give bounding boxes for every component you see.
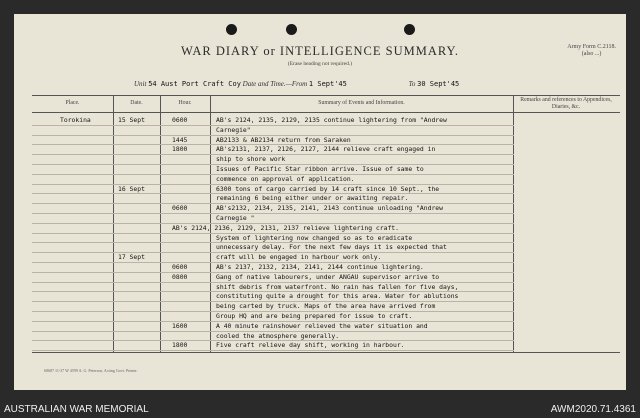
entry-hour: 1800 [172,341,188,350]
entry-text: AB's 2124, 2135, 2129, 2135 continue lightering from "Andrew [216,116,447,124]
printer-note: 68687 11-37 W 4599 A. G. Peterson, Acting Govt. Printer. [44,368,138,373]
diary-page [14,14,626,390]
entry-place: Torokina [60,116,91,124]
column-header-summary: Summary of Events and Information. [318,100,405,106]
punch-hole [404,24,415,35]
form-identifier [567,44,616,58]
date-label: Date and Time.—From [242,80,308,88]
row-rule [32,125,514,126]
page-title: WAR DIARY or INTELLIGENCE SUMMARY. [180,44,460,58]
entry-text: ship to shore work [216,155,286,164]
entry-text: AB's 2137, 2132, 2134, 2141, 2144 continue lightering. [216,263,424,271]
table-top-rule [32,95,620,96]
entry-text: being carted by truck. Maps of the area have arrived from [216,302,436,311]
to-label: To [408,80,416,88]
entry-text: 6300 tons of cargo carried by 14 craft since 10 Sept., the [216,184,440,193]
page-subtitle: (Erase heading not required.) [287,61,353,67]
column-header-hour: Hour. [178,100,192,106]
entry-text: Gang of native labourers, under ANGAU supervisor arrive to [216,272,440,281]
entry-text: AB's 2124, 2136, 2129, 2131, 2137 relieve lightering craft. [172,223,400,232]
entry-hour: 1800 [172,145,188,154]
row-rule [32,350,514,351]
form-id-text: Army Form C.2118. [567,44,616,50]
entry-date: 15 Sept [118,116,145,124]
header-bottom-rule [32,112,620,113]
entry-text: System of lightering now changed so as to eradicate [216,233,413,242]
entry-text: unnecessary delay. For the next few days it is expected that [216,243,447,252]
entry-text: Issues of Pacific Star ribbon arrive. Issue of same to [216,165,424,173]
column-header-date: Date. [130,100,143,106]
unit-line [134,80,459,88]
unit-label: Unit [134,80,147,88]
entry-text: commence on approval of application. [216,174,355,183]
archive-caption-left: AUSTRALIAN WAR MEMORIAL [4,404,149,415]
entry-text: shift debris from waterfront. No rain has fallen for five days, [216,282,459,291]
entry-text: AB2133 & AB2134 return from Saraken [216,135,351,144]
form-id-sub: (also ...) [581,51,602,57]
unit-value: 54 Aust Port Craft Coy [148,80,241,88]
table-bottom-rule [32,352,620,353]
punch-hole [286,24,297,35]
entry-date: 16 Sept [118,184,145,193]
row-rule [32,213,514,214]
entry-hour: 0600 [172,263,188,271]
entry-hour: 1445 [172,135,188,144]
to-value: 30 Sept'45 [417,80,460,88]
entry-text: Group HQ and are being prepared for issue to craft. [216,312,413,320]
entry-text: AB's2131, 2137, 2126, 2127, 2144 relieve craft engaged in [216,145,436,154]
entry-text: A 40 minute rainshower relieved the water situation and [216,321,428,330]
punch-hole [226,24,237,35]
entry-date: 17 Sept [118,253,145,262]
entry-text: remaining 6 being either under or awaiting repair. [216,194,409,203]
entry-text: Carnegie " [216,214,255,222]
column-header-remarks: Remarks and references to Appendices, Diaries, &c. [520,97,612,110]
entry-text: craft will be engaged in harbour work only. [216,253,382,262]
entry-hour: 0600 [172,116,188,124]
from-value: 1 Sept'45 [308,80,347,88]
entry-hour: 0600 [172,204,188,213]
entry-hour: 0800 [172,272,188,281]
entry-text: Carnegie" [216,125,251,134]
entry-text: Five craft relieve day shift, working in harbour. [216,341,405,350]
entry-text: cooled the atmosphere generally. [216,331,340,340]
entry-text: constituting quite a drought for this area. Water for ablutions [216,292,459,301]
entry-text: AB's2132, 2134, 2135, 2141, 2143 continue unloading "Andrew [216,204,444,213]
entry-hour: 1600 [172,321,188,330]
archive-caption-right: AWM2020.71.4361 [550,404,636,415]
column-header-place: Place. [65,100,80,106]
